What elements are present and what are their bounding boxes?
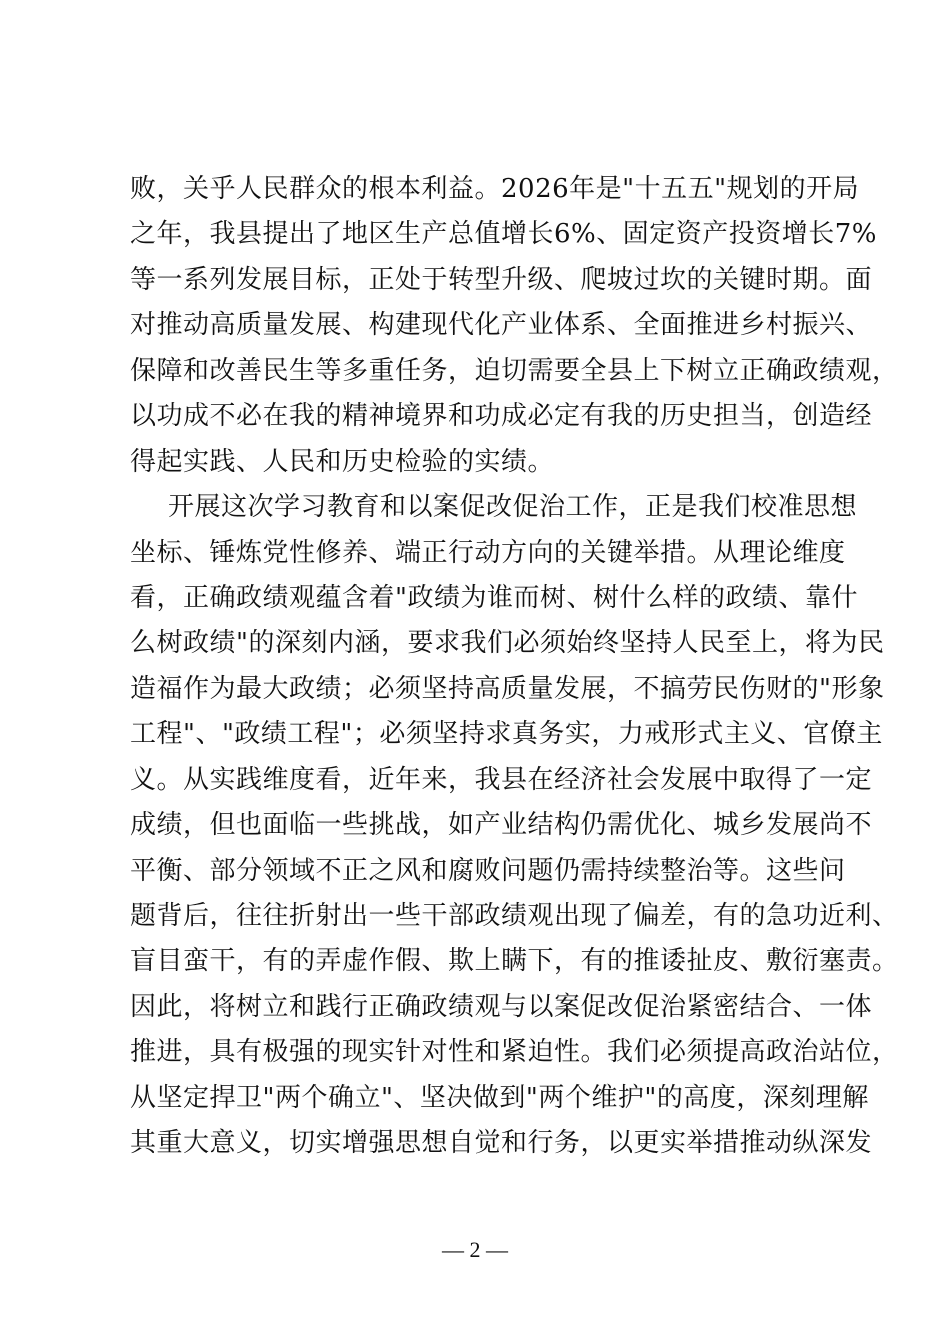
text-line: 保障和改善民生等多重任务，迫切需要全县上下树立正确政绩观， (130, 355, 899, 386)
text-line: 对推动高质量发展、构建现代化产业体系、全面推进乡村振兴、 (130, 310, 873, 341)
text-line: 推进，具有极强的现实针对性和紧迫性。我们必须提高政治站位， (130, 1037, 899, 1068)
paragraph-1 (130, 167, 899, 485)
text-line: 从坚定捍卫"两个确立"、坚决做到"两个维护"的高度，深刻理解 (130, 1082, 869, 1113)
text-line: 看，正确政绩观蕴含着"政绩为谁而树、树什么样的政绩、靠什 (130, 582, 858, 613)
text-line: 之年，我县提出了地区生产总值增长6%、固定资产投资增长7% (130, 219, 877, 250)
text-line: 因此，将树立和践行正确政绩观与以案促改促治紧密结合、一体 (130, 991, 873, 1022)
text-line: 造福作为最大政绩；必须坚持高质量发展，不搞劳民伤财的"形象 (130, 673, 885, 704)
text-line: 以功成不必在我的精神境界和功成必定有我的历史担当，创造经 (130, 401, 873, 432)
text-line: 其重大意义，切实增强思想自觉和行务，以更实举措推动纵深发 (130, 1128, 873, 1159)
text-line: 开展这次学习教育和以案促改促治工作，正是我们校准思想 (168, 492, 858, 523)
text-line: 等一系列发展目标，正处于转型升级、爬坡过坎的关键时期。面 (130, 264, 873, 295)
text-line: 工程"、"政绩工程"；必须坚持求真务实，力戒形式主义、官僚主 (130, 719, 883, 750)
paragraph-2 (130, 485, 899, 1167)
text-line: 得起实践、人民和历史检验的实绩。 (130, 446, 555, 477)
text-line: 义。从实践维度看，近年来，我县在经济社会发展中取得了一定 (130, 764, 873, 795)
text-line: 成绩，但也面临一些挑战，如产业结构仍需优化、城乡发展尚不 (130, 810, 873, 841)
text-line: 么树政绩"的深刻内涵，要求我们必须始终坚持人民至上，将为民 (130, 628, 885, 659)
text-line: 盲目蛮干，有的弄虚作假、欺上瞒下，有的推诿扯皮、敷衍塞责。 (130, 946, 899, 977)
text-line: 平衡、部分领域不正之风和腐败问题仍需持续整治等。这些问 (130, 855, 846, 886)
document-body (130, 167, 899, 1167)
text-line: 题背后，往往折射出一些干部政绩观出现了偏差，有的急功近利、 (130, 901, 899, 931)
page-number: — 2 — (442, 1237, 508, 1262)
text-line: 败，关乎人民群众的根本利益。2026年是"十五五"规划的开局 (130, 174, 860, 204)
text-line: 坐标、锤炼党性修养、端正行动方向的关键举措。从理论维度 (130, 537, 846, 568)
